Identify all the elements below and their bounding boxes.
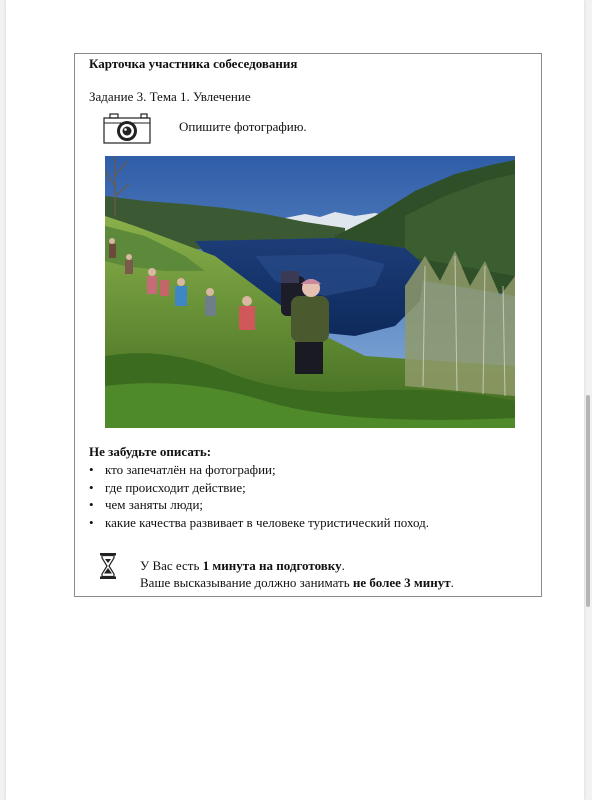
instruction-text: Опишите фотографию. [179,119,307,134]
list-item: • кто запечатлён на фотографии; [89,462,276,477]
document-page [6,0,584,800]
list-item-text: чем заняты люди; [105,497,204,512]
hourglass-icon [99,552,117,580]
list-item-text: где происходит действие; [105,479,246,495]
vertical-scrollbar[interactable] [586,395,590,607]
describe-list [89,461,429,531]
participant-card [74,53,542,597]
list-item-text: кто запечатлён на фотографии; [105,462,276,477]
list-item: • где происходит действие; [89,479,246,495]
list-item: • какие качества развивает в человеке туристический поход. [89,514,429,530]
list-item: • чем заняты люди; [89,497,204,512]
camera-icon [103,112,151,144]
list-item-text: какие качества развивает в человеке туристический поход. [105,514,429,530]
task-heading: Задание 3. Тема 1. Увлечение [89,89,251,104]
time-note [140,557,454,591]
card-title: Карточка участника собеседования [89,56,298,71]
answer-time-line: Ваше высказывание должно занимать не более 3 минут. [140,575,454,590]
remember-heading: Не забудьте описать: [89,444,212,459]
answer-time-value: не более 3 минут [352,575,451,590]
hiking-by-lake-photo [105,156,515,428]
prep-time-line: У Вас есть 1 минута на подготовку. [140,558,345,573]
prep-time-value: 1 минута на подготовку [202,558,342,573]
